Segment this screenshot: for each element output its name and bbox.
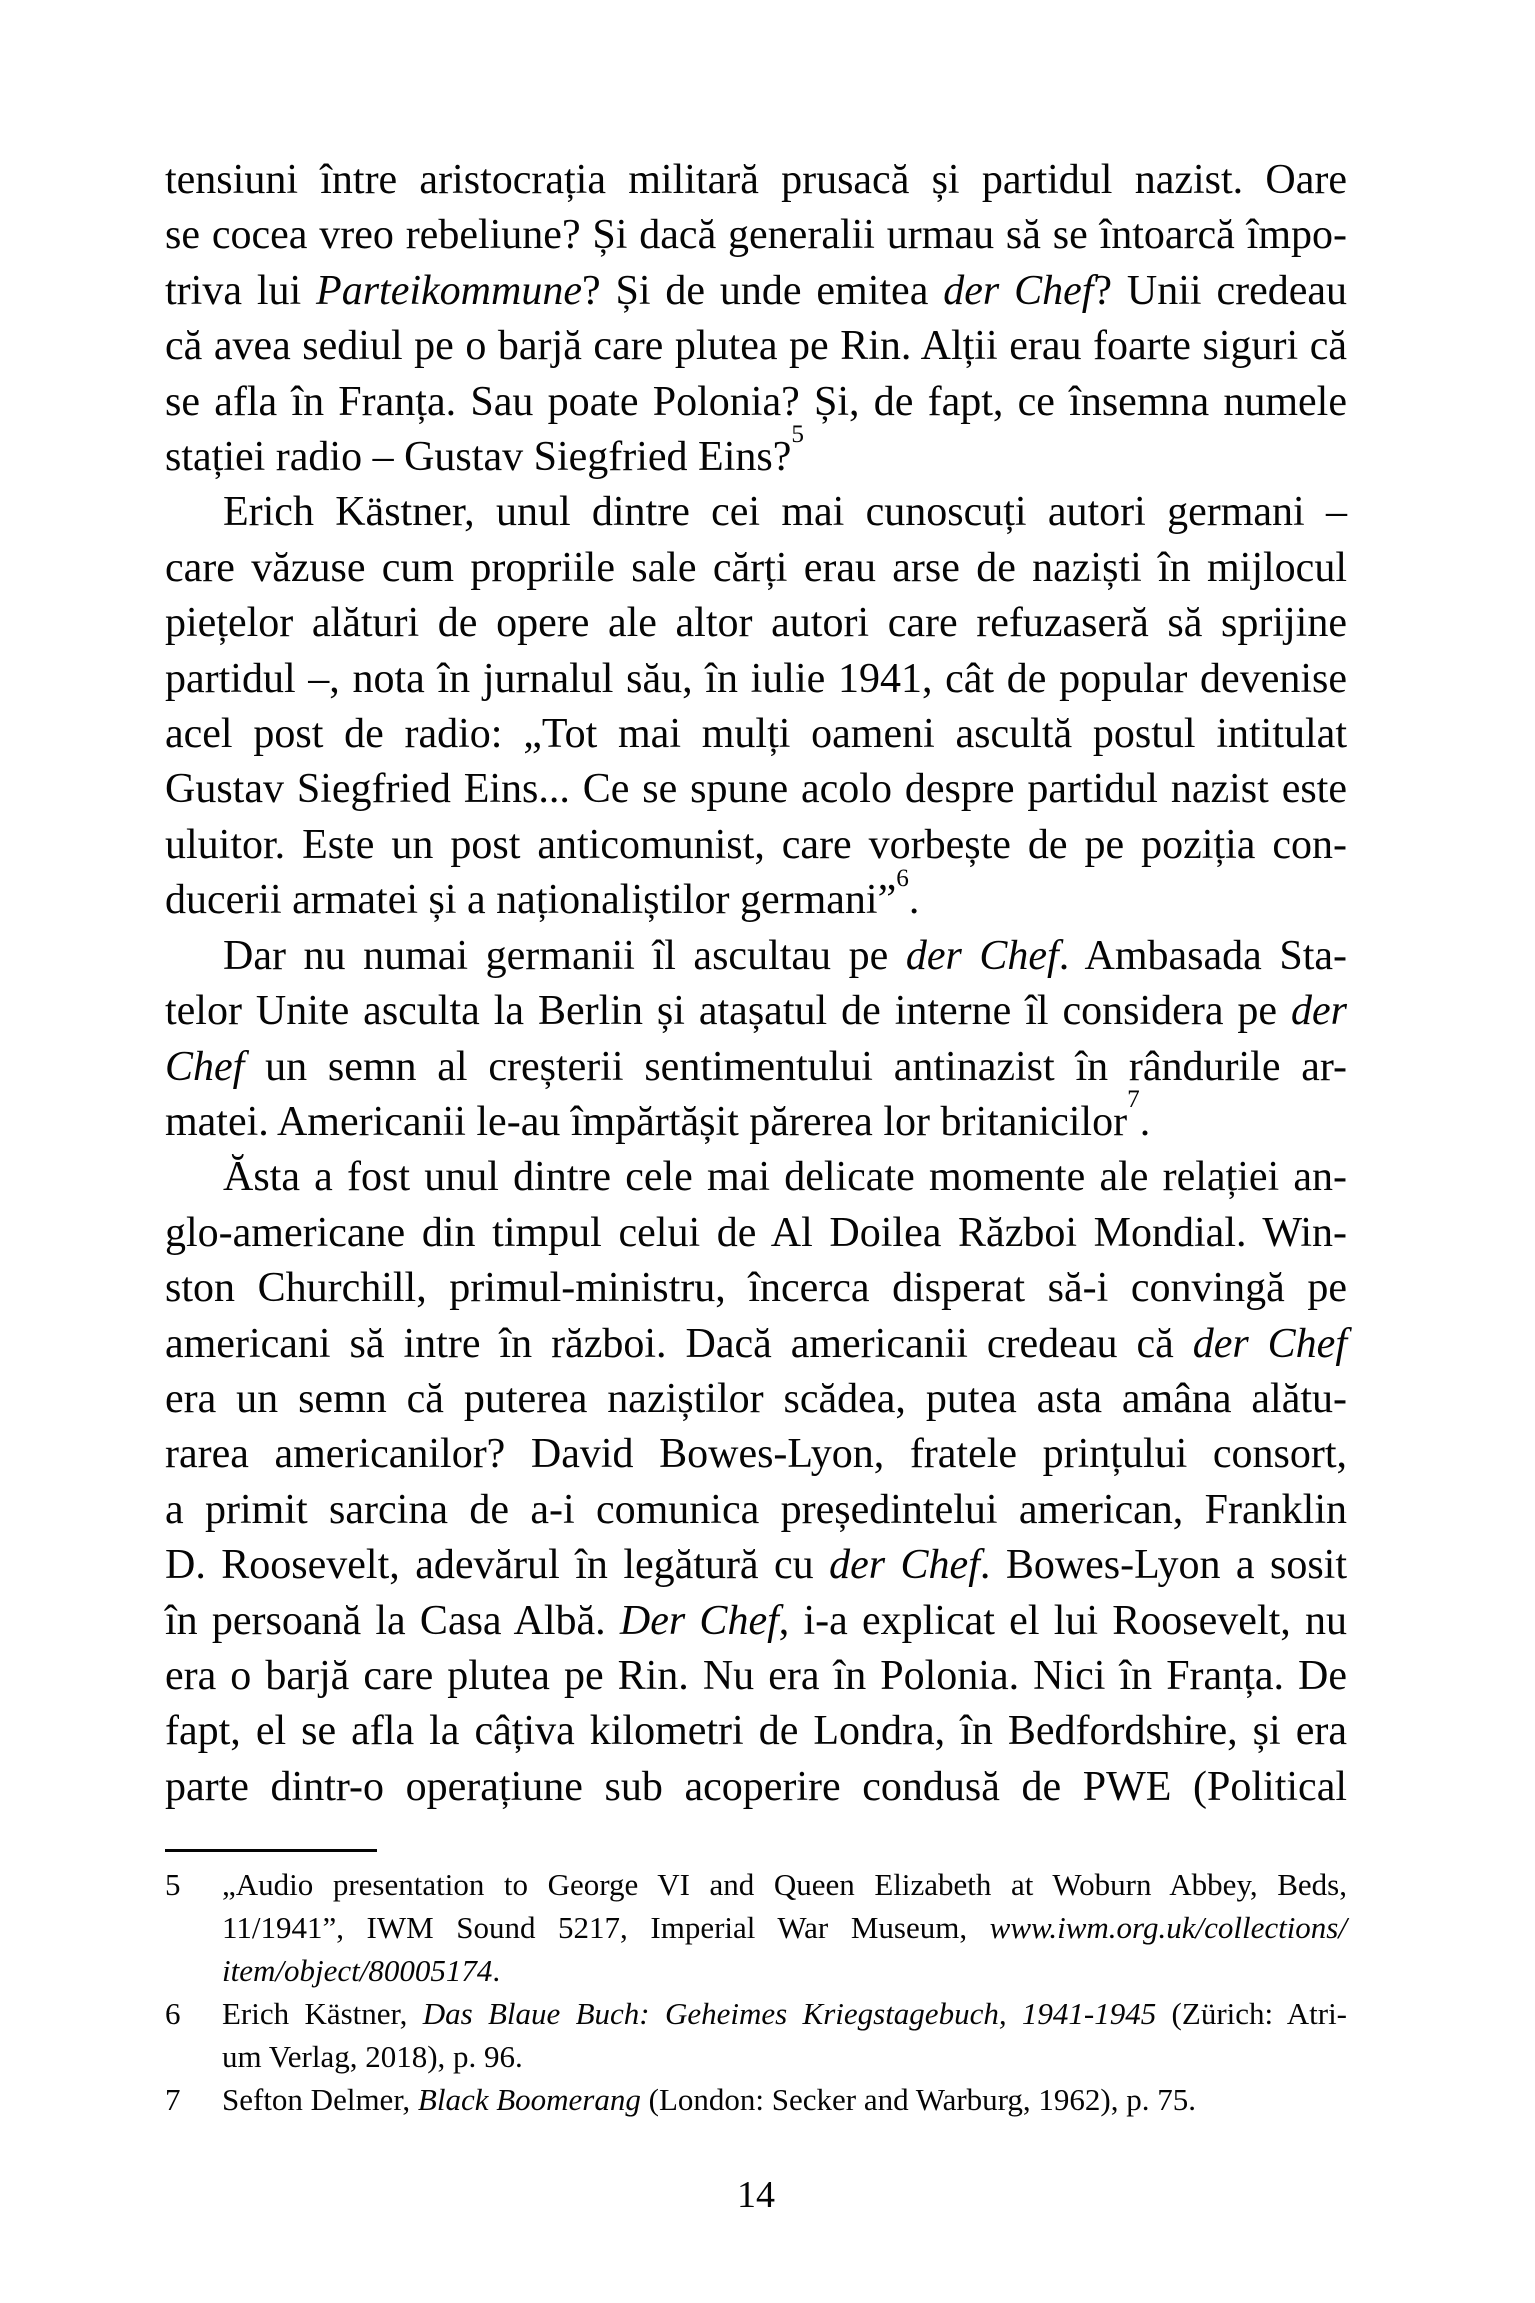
body-line xyxy=(165,1372,1347,1427)
footnote-reference: 7 xyxy=(1127,1086,1140,1114)
footnote-line xyxy=(222,2035,1347,2078)
text-run: der Chef xyxy=(905,932,1059,979)
body-line xyxy=(165,762,1347,817)
text-run: . xyxy=(492,1953,501,1988)
footnote-separator xyxy=(165,1849,377,1852)
footnote-line xyxy=(222,1863,1347,1906)
text-run: care văzuse cum propriile sale cărți erau arse de naziști în mijlocul xyxy=(165,544,1347,591)
text-run: se cocea vreo rebeliune? Și dacă generalii urmau să se întoarcă împo- xyxy=(165,212,1347,259)
body-line xyxy=(165,208,1347,263)
body-line xyxy=(165,1040,1347,1095)
footnote-number: 5 xyxy=(165,1867,181,1902)
text-run: der Chef xyxy=(829,1542,980,1589)
text-run: (London: Secker and Warburg, 1962), p. 75. xyxy=(640,2082,1196,2117)
text-run: www.iwm.org.uk/collections/ xyxy=(989,1910,1347,1945)
text-run: ducerii armatei și a naționaliștilor germani” xyxy=(165,877,897,924)
text-run: un semn al creșterii sentimentului antinazist în rândurile ar- xyxy=(244,1043,1347,1090)
text-run: era o barjă care plutea pe Rin. Nu era în Polonia. Nici în Franța. De xyxy=(165,1652,1347,1699)
footnote-line xyxy=(222,2078,1347,2121)
text-run: piețelor alături de opere ale altor autori care refuzaseră să sprijine xyxy=(165,600,1347,647)
text-run: Chef xyxy=(165,1043,245,1090)
text-run: 11/1941”, IWM Sound 5217, Imperial War Museum, xyxy=(222,1910,990,1945)
text-run: matei. Americanii le-au împărtășit părerea lor britanicilor xyxy=(165,1098,1128,1145)
text-run: uluitor. Este un post anticomunist, care vorbește de pe poziția con- xyxy=(165,821,1347,868)
text-run: Black Boomerang xyxy=(417,2082,641,2117)
text-run: Erich Kästner, xyxy=(222,1996,423,2031)
footnote xyxy=(165,1863,1347,1992)
body-line xyxy=(165,929,1347,984)
text-run: că avea sediul pe o barjă care plutea pe Rin. Alții erau foarte siguri că xyxy=(165,323,1347,370)
text-run: D. Roosevelt, adevărul în legătură cu xyxy=(165,1542,830,1589)
text-run: era un semn că puterea naziștilor scădea, putea asta amâna alătu- xyxy=(165,1375,1347,1422)
body-line xyxy=(165,1317,1347,1372)
text-run: partidul –, nota în jurnalul său, în iulie 1941, cât de popular devenise xyxy=(165,655,1347,702)
footnote-line xyxy=(222,1949,1347,1992)
body-line xyxy=(165,596,1347,651)
footnote-line xyxy=(222,1906,1347,1949)
text-run: triva lui xyxy=(165,267,317,314)
body-line xyxy=(165,1150,1347,1205)
text-run: tensiuni între aristocrația militară prusacă și partidul nazist. Oare xyxy=(165,157,1347,203)
text-run: Gustav Siegfried Eins... Ce se spune acolo despre partidul nazist este xyxy=(165,766,1347,813)
text-run: Ăsta a fost unul dintre cele mai delicate momente ale relației an- xyxy=(223,1154,1347,1201)
text-run: Dar nu numai germanii îl ascultau pe xyxy=(223,932,906,979)
page-number: 14 xyxy=(737,2174,775,2216)
text-run: , i-a explicat el lui Roosevelt, nu xyxy=(778,1597,1347,1644)
text-run: ? Și de unde emitea xyxy=(581,267,944,314)
text-run: (Zürich: Atri- xyxy=(1156,1996,1348,2031)
text-run: Sefton Delmer, xyxy=(222,2082,418,2117)
text-run: Erich Kästner, unul dintre cei mai cunoscuți autori germani – xyxy=(223,489,1347,536)
text-run: um Verlag, 2018), p. 96. xyxy=(222,2039,523,2074)
footnote-number: 7 xyxy=(165,2082,181,2117)
body-line xyxy=(165,1649,1347,1704)
body-line xyxy=(165,1483,1347,1538)
body-line xyxy=(165,1704,1347,1759)
text-run: der Chef xyxy=(1192,1320,1347,1367)
body-line xyxy=(165,319,1347,374)
footnote xyxy=(165,2078,1347,2121)
footnote-reference: 5 xyxy=(791,421,804,449)
body-text xyxy=(165,153,1347,1815)
text-run: item/object/80005174 xyxy=(222,1953,493,1988)
body-line xyxy=(165,1538,1347,1593)
body-line xyxy=(165,485,1347,540)
body-line xyxy=(165,1086,1347,1150)
body-line xyxy=(165,1594,1347,1649)
text-run: der Chef xyxy=(943,267,1094,314)
text-run: acel post de radio: „Tot mai mulți oameni ascultă postul intitulat xyxy=(165,711,1347,758)
text-run: ston Churchill, primul-ministru, încerca disperat să-i convingă pe xyxy=(165,1265,1347,1312)
text-run: rarea americanilor? David Bowes-Lyon, fratele prințului consort, xyxy=(165,1431,1347,1478)
text-run: fapt, el se afla la câțiva kilometri de Londra, în Bedfordshire, și era xyxy=(165,1708,1347,1755)
text-run: . xyxy=(908,877,920,924)
body-line xyxy=(165,264,1347,319)
text-run: glo-americane din timpul celui de Al Doilea Război Mondial. Win- xyxy=(165,1209,1347,1256)
text-run: telor Unite asculta la Berlin și atașatul de interne îl considera pe xyxy=(165,988,1291,1035)
text-run: „Audio presentation to George VI and Queen Elizabeth at Woburn Abbey, Beds, xyxy=(222,1867,1347,1902)
body-line xyxy=(165,1261,1347,1316)
footnotes xyxy=(165,1863,1347,2121)
text-run: . xyxy=(1139,1098,1151,1145)
body-line xyxy=(165,1760,1347,1815)
text-run: . Ambasada Sta- xyxy=(1058,932,1347,979)
body-line xyxy=(165,1427,1347,1482)
text-run: a primit sarcina de a-i comunica președintelui american, Franklin xyxy=(165,1486,1347,1533)
text-run: Parteikommune xyxy=(316,267,582,314)
text-run: parte dintr-o operațiune sub acoperire condusă de PWE (Political xyxy=(165,1763,1347,1810)
text-run: Das Blaue Buch: Geheimes Kriegstagebuch, 1941-1945 xyxy=(422,1996,1157,2031)
body-line xyxy=(165,1206,1347,1261)
body-line xyxy=(165,421,1347,485)
body-line xyxy=(165,818,1347,873)
text-run: ? Unii credeau xyxy=(1093,267,1348,314)
body-line xyxy=(165,984,1347,1039)
body-line xyxy=(165,375,1347,430)
body-line xyxy=(165,652,1347,707)
body-line xyxy=(165,707,1347,762)
text-run: se afla în Franța. Sau poate Polonia? Și, de fapt, ce însemna numele xyxy=(165,378,1347,425)
text-run: Der Chef xyxy=(619,1597,779,1644)
body-line xyxy=(165,864,1347,928)
text-run: americani să intre în război. Dacă americanii credeau că xyxy=(165,1320,1193,1367)
footnote-number: 6 xyxy=(165,1996,181,2031)
footnote xyxy=(165,1992,1347,2078)
text-run: stației radio – Gustav Siegfried Eins? xyxy=(165,434,792,481)
body-line xyxy=(165,153,1347,208)
footnote-reference: 6 xyxy=(896,864,909,892)
text-run: în persoană la Casa Albă. xyxy=(165,1597,620,1644)
text-run: . Bowes-Lyon a sosit xyxy=(979,1542,1348,1589)
footnote-line xyxy=(222,1992,1347,2035)
text-run: der xyxy=(1291,988,1347,1035)
body-line xyxy=(165,541,1347,596)
